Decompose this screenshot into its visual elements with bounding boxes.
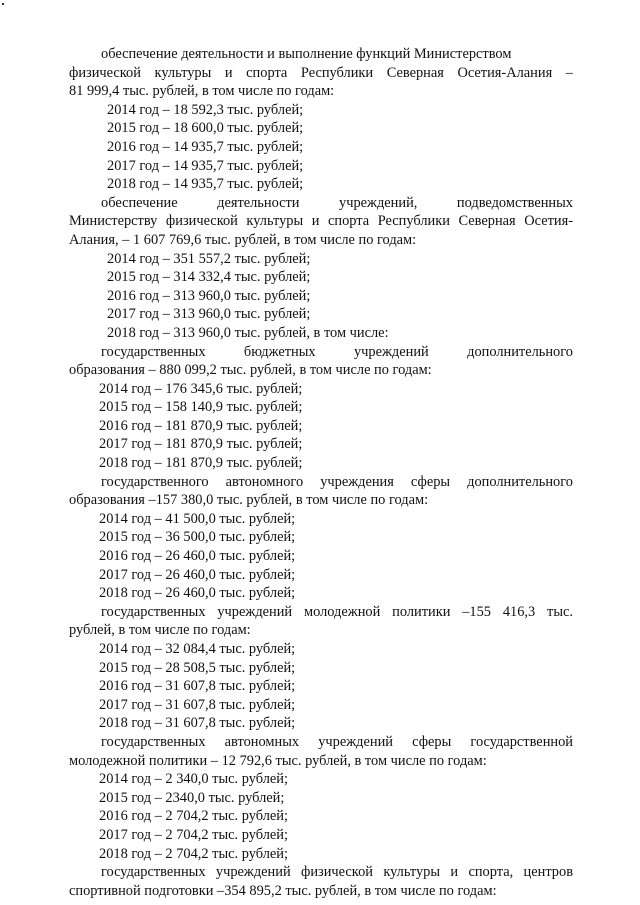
text-line: 2015 год – 314 332,4 тыс. рублей; xyxy=(107,269,311,286)
text-line: государственного автономного учреждения сферы дополнительного xyxy=(101,473,573,490)
text-line: 2016 год – 14 935,7 тыс. рублей; xyxy=(107,138,304,155)
text-line: 2017 год – 31 607,8 тыс. рублей; xyxy=(99,696,296,713)
text-line: обеспечение деятельности учреждений, подведомственных xyxy=(101,194,573,211)
text-line: 2015 год – 18 600,0 тыс. рублей; xyxy=(107,120,304,137)
text-line: 2014 год – 41 500,0 тыс. рублей; xyxy=(99,510,296,527)
scan-mark xyxy=(2,3,4,5)
text-line: образования – 880 099,2 тыс. рублей, в том числе по годам: xyxy=(69,362,432,379)
text-line: 2015 год – 2340,0 тыс. рублей; xyxy=(99,789,285,806)
text-line: 2015 год – 158 140,9 тыс. рублей; xyxy=(99,399,303,416)
text-line: 2014 год – 351 557,2 тыс. рублей; xyxy=(107,250,311,267)
text-line: образования –157 380,0 тыс. рублей, в том числе по годам: xyxy=(69,492,429,509)
text-line: 2017 год – 313 960,0 тыс. рублей; xyxy=(107,306,311,323)
text-line: обеспечение деятельности и выполнение функций Министерством xyxy=(101,46,512,62)
text-line: 2018 год – 2 704,2 тыс. рублей; xyxy=(99,845,288,862)
text-line: Министерству физической культуры и спорта Республики Северная Осетия- xyxy=(69,213,573,230)
text-line: государственных учреждений молодежной политики –155 416,3 тыс. xyxy=(101,603,573,620)
document-body xyxy=(69,45,573,900)
text-line: рублей, в том числе по годам: xyxy=(69,622,251,639)
text-line: 2016 год – 31 607,8 тыс. рублей; xyxy=(99,678,296,695)
text-line: государственных учреждений физической культуры и спорта, центров xyxy=(101,864,573,881)
text-line: 2016 год – 181 870,9 тыс. рублей; xyxy=(99,417,303,434)
text-line: 2017 год – 26 460,0 тыс. рублей; xyxy=(99,566,296,583)
text-line: 2014 год – 2 340,0 тыс. рублей; xyxy=(99,771,288,788)
text-line: 2018 год – 14 935,7 тыс. рублей; xyxy=(107,176,304,193)
text-line: 2016 год – 2 704,2 тыс. рублей; xyxy=(99,808,288,825)
text-line: 81 999,4 тыс. рублей, в том числе по годам: xyxy=(69,83,335,100)
text-line: Алания, – 1 607 769,6 тыс. рублей, в том числе по годам: xyxy=(69,231,417,248)
text-line: 2015 год – 28 508,5 тыс. рублей; xyxy=(99,659,296,676)
text-line: 2016 год – 313 960,0 тыс. рублей; xyxy=(107,287,311,304)
text-line: 2017 год – 2 704,2 тыс. рублей; xyxy=(99,826,288,843)
text-line: молодежной политики – 12 792,6 тыс. рублей, в том числе по годам: xyxy=(69,752,487,769)
text-line: 2017 год – 181 870,9 тыс. рублей; xyxy=(99,436,303,453)
text-line: 2015 год – 36 500,0 тыс. рублей; xyxy=(99,529,296,546)
text-line: 2014 год – 176 345,6 тыс. рублей; xyxy=(99,380,303,397)
text-line: 2014 год – 32 084,4 тыс. рублей; xyxy=(99,641,296,657)
text-line: спортивной подготовки –354 895,2 тыс. рублей, в том числе по годам: xyxy=(69,882,497,899)
text-line: 2017 год – 14 935,7 тыс. рублей; xyxy=(107,157,304,174)
text-line: 2018 год – 26 460,0 тыс. рублей; xyxy=(99,585,296,602)
text-line: 2018 год – 181 870,9 тыс. рублей; xyxy=(99,455,303,472)
text-line: 2018 год – 31 607,8 тыс. рублей; xyxy=(99,715,296,732)
text-line: 2018 год – 313 960,0 тыс. рублей, в том числе: xyxy=(107,324,389,341)
text-line: физической культуры и спорта Республики Северная Осетия-Алания – xyxy=(69,64,573,81)
text-line: 2014 год – 18 592,3 тыс. рублей; xyxy=(107,101,304,118)
text-line: государственных бюджетных учреждений дополнительного xyxy=(101,343,573,360)
text-line: государственных автономных учреждений сферы государственной xyxy=(101,733,573,750)
text-line: 2016 год – 26 460,0 тыс. рублей; xyxy=(99,548,296,565)
